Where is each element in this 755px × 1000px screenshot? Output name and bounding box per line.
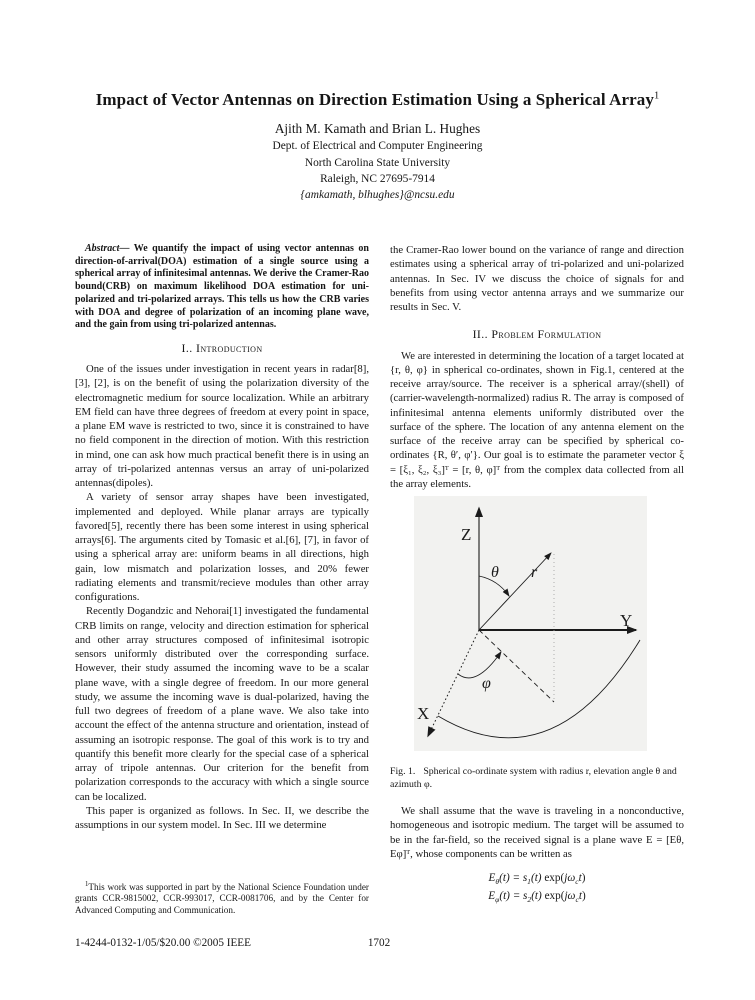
paper-title: [0, 90, 755, 110]
affiliation-address: Raleigh, NC 27695-7914: [320, 173, 435, 186]
x-axis-label: X: [417, 704, 430, 723]
paper-header: [0, 90, 755, 201]
problem-paragraph-2: We shall assume that the wave is traveling in a nonconductive, homogeneous and isotropic medium. The target will be assumed to be in the far-field, so the received signal is a plane wave E = [Eθ, Eφ]ᵀ, whose components can be written as: [390, 805, 684, 860]
eq-phi-arg: (t): [531, 889, 545, 902]
eq-theta-close-paren: ): [581, 872, 586, 884]
eq-theta-signal: s: [522, 872, 528, 884]
affiliation-university: North Carolina State University: [304, 156, 451, 169]
eq-theta-arg: (t): [530, 872, 545, 884]
intro-paragraph-4: This paper is organized as follows. In Sec. II, we describe the assumptions in our system model. In Sec. III we determine: [75, 804, 369, 832]
eq-phi-lhs: E: [488, 889, 496, 902]
support-footnote: [75, 879, 369, 916]
eq-theta-exp: exp(: [544, 872, 565, 884]
plane-wave-equations: [390, 870, 684, 905]
intro-paragraph-1: One of the issues under investigation in recent years in radar[8], [3], [2], is on the benefit of using the polarization diversity of the electromagnetic medium for source localization. While an arbitrary EM field can have three degrees of freedom at every point in space, a plane EM wave is restricted to two, since it is constrained to have no field component in the direction of motion. With this restriction in mind, one can ask how much practical benefit there is in using an array of tri-polarized antennas versus an array of uni-polarized antennas(dipoles).: [75, 363, 369, 490]
eq-phi-exp: exp(: [544, 889, 565, 902]
eq-phi-equals: (t) =: [499, 889, 524, 902]
figure-1: [390, 496, 684, 791]
eq-phi-signal-subscript: 2: [527, 894, 532, 904]
title-footnote-mark: 1: [653, 90, 660, 102]
eq-phi-time: t: [578, 889, 582, 902]
z-axis-label: Z: [461, 525, 472, 544]
footnote-mark: 1: [85, 880, 89, 888]
author-names: Ajith M. Kamath and Brian L. Hughes: [274, 121, 481, 136]
eq-theta-signal-subscript: 1: [527, 877, 531, 887]
problem-paragraph-1: We are interested in determining the location of a target located at {r, θ, φ} in spherical co-ordinates, shown in Fig.1, centered at the receive array/source. The receiver is a spherical array/(shell) of (carrier-wavelength-normalized) radius R. The array is composed of infinitesimal antenna elements uniformly distributed over the surface of the sphere. The location of any antenna element on the surface of the receive array can be specified by spherical co-ordinates {R, θ′, φ′}. Our goal is to estimate the parameter vector ξ = [ξ₁, ξ₂, ξ₃]ᵀ = [r, θ, φ]ᵀ from the complex data collected from all the array elements.: [390, 349, 684, 490]
eq-phi-close-paren: ): [581, 889, 586, 902]
section-heading-introduction: I.. Introduction: [181, 340, 263, 355]
figure-1-caption-text: Spherical co-ordinate system with radius r, elevation angle θ and azimuth φ.: [390, 766, 677, 790]
eq-theta-time: t: [578, 872, 582, 884]
intro-paragraph-2: A variety of sensor array shapes have been investigated, implemented and deployed. While planar arrays are typically favored[5], recently there has been some interest in using spherical arrays[6]. The arguments cited by Tomasic et al.[6], [7], in favor of using a spherical array are: uniform beams in all directions, high gain, low mismatch and polarization losses, and 20% fewer radiating elements and transmit/recieve modules than other array configurations.: [75, 491, 369, 604]
figure-1-caption: [390, 765, 684, 791]
page-number: 1702: [367, 937, 391, 949]
author-emails: {amkamath, blhughes}@ncsu.edu: [300, 188, 455, 201]
abstract-text: We quantify the impact of using vector antennas on direction-of-arrival(DOA) estimation of a single source using a spherical array of infinitesimal antennas. We derive the Cramer-Rao bound(CRB) on maximum likelihood DOA estimation for uni-polarized and tri-polarized arrays. This tells us how the CRB varies with DOA and degree of polarization of an incoming plane wave, and the gain from using tri-polarized antennas.: [75, 243, 369, 331]
eq-theta-jomega: jω: [564, 872, 576, 884]
abstract-label: Abstract—: [85, 243, 130, 254]
abstract-paragraph: [75, 243, 369, 332]
left-column: [75, 243, 369, 916]
intro-paragraph-3: Recently Dogandzic and Nehorai[1] investigated the fundamental CRB limits on range, velocity and direction estimation for spherical and other array structures composed of infinitesimal isotropic sensors uniformly distributed over the corresponding surface. However, their study assumed the incoming wave to be a scalar plane wave, with a single degree of freedom. In our more general study, we assume the incoming wave is dual-polarized, having the full two degrees of freedom of a plane wave. We also take into account the effect of the antenna structure and orientation, instead of assuming an isotropic response. The goal of this work is to try and quantify this benefit more clearly for the special case of a spherical array of tripole antennas. Our criterion for the benefit from polarization corresponds to the accuracy with which a single source can be localized.: [75, 605, 369, 803]
right-column: [390, 243, 684, 905]
eq-theta-lhs-subscript: θ: [495, 877, 500, 887]
equation-e-theta: [390, 870, 684, 888]
phi-label: φ: [482, 675, 491, 692]
paper-title-text: Impact of Vector Antennas on Direction Estimation Using a Spherical Array: [95, 90, 654, 109]
affiliation-department: Dept. of Electrical and Computer Engineering: [272, 140, 483, 152]
eq-theta-lhs: E: [488, 872, 496, 884]
eq-phi-signal: s: [523, 889, 528, 902]
eq-phi-carrier-subscript: c: [575, 894, 579, 904]
page-footer: [75, 937, 683, 949]
spherical-coordinate-diagram: [414, 496, 647, 751]
footnote-text: This work was supported in part by the National Science Foundation under grants CCR-9815002, CCR-993017, CCR-0081706, and by the Center for Advanced Computing and Communication.: [75, 881, 369, 915]
eq-theta-equals: (t) =: [499, 872, 523, 884]
eq-phi-jomega: jω: [564, 889, 576, 902]
copyright-notice: 1-4244-0132-1/05/$20.00 ©2005 IEEE: [75, 937, 251, 949]
theta-label: θ: [491, 564, 499, 581]
eq-theta-carrier-subscript: c: [575, 877, 579, 887]
y-axis-label: Y: [620, 611, 633, 630]
eq-phi-lhs-subscript: φ: [495, 894, 500, 904]
figure-1-caption-label: Fig. 1.: [390, 766, 416, 777]
equation-e-phi: [390, 888, 684, 906]
section-heading-problem-formulation: II.. Problem Formulation: [472, 327, 602, 342]
figure-background: [414, 496, 647, 751]
problem-continuation-paragraph: the Cramer-Rao lower bound on the variance of range and direction estimates using a spherical array of tri-polarized and uni-polarized antennas. In Sec. IV we discuss the choice of signals for and benefits from using vector antenna arrays and we summarize our results in Sec. V.: [390, 244, 684, 313]
radius-label: r: [531, 564, 538, 581]
